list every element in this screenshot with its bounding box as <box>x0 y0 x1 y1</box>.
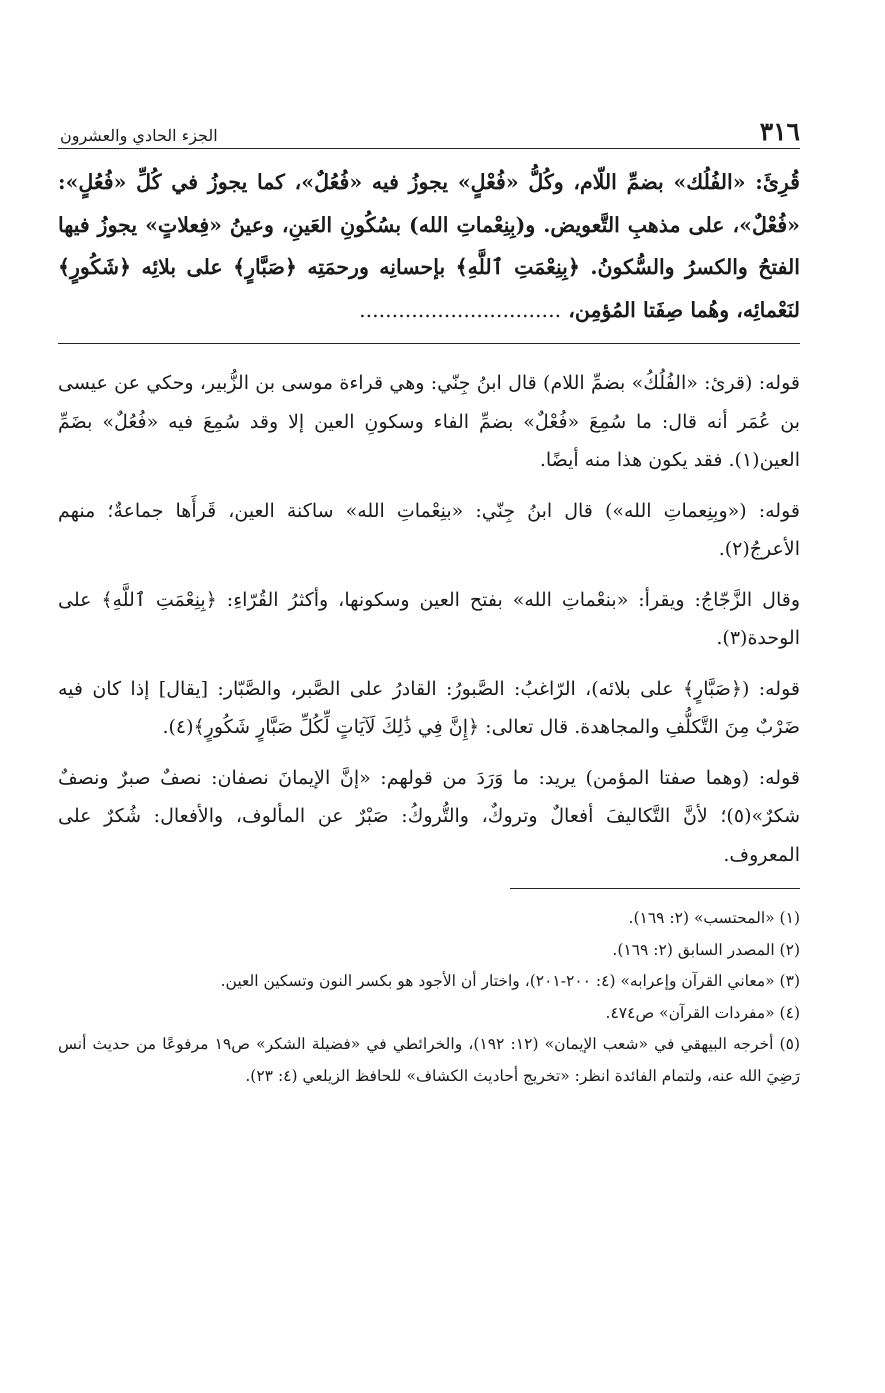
footnotes <box>58 903 800 1092</box>
footnote-2: (٢) المصدر السابق (٢: ١٦٩). <box>612 940 800 959</box>
page-header <box>58 110 800 149</box>
main-text <box>58 161 800 331</box>
commentary-paragraph-2: قوله: («وبِنِعماتِ الله») قال ابنُ جِنّي: «بنِعْماتِ الله» ساكنة العين، قَرأَها جماعةٌ؛ منهم الأعرجُ(٢). <box>58 499 800 560</box>
main-text-body-content: قُرِئَ: «الفُلُك» بضمِّ اللّام، وكُلُّ «فُعْلٍ» يجوزُ فيه «فُعُلٌ»، كما يجوزُ في كُلِّ «فُعُلٍ»: «فُعْلٌ»، على مذهبِ التَّعويض. و(بِنِعْماتِ الله) بسُكُونِ العَينِ، وعينُ «فِعلاتٍ» يجوزُ فيها الفتحُ والكسرُ والسُّكونُ. ﴿بِنِعْمَتِ ٱللَّهِ﴾ بإحسانِه ورحمَتِه ﴿صَبَّارٍ﴾ على بلائِه ﴿شَكُورٍ﴾ لنَعْمائِه، وهُما صِفَتا المُؤمِن، <box>58 170 800 322</box>
main-text-dots: ............................... <box>359 297 562 322</box>
page-number: ٣١٦ <box>759 117 800 146</box>
commentary-paragraph-5: قوله: (وهما صفتا المؤمن) يريد: ما وَرَدَ من قولهم: «إنَّ الإيمانَ نصفان: نصفٌ صبرٌ ونصفٌ شكرٌ»(٥)؛ لأنَّ التَّكاليفَ أفعالٌ وتروكٌ، والتُّروكُ: صَبْرٌ عن المألوف، والأفعال: شُكرٌ على المعروف. <box>58 766 800 866</box>
footnote-divider <box>510 888 800 889</box>
book-page <box>58 110 800 1092</box>
footnote-4: (٤) «مفردات القرآن» ص٤٧٤. <box>605 1003 800 1022</box>
main-text-body <box>58 161 800 331</box>
footnote-5: (٥) أخرجه البيهقي في «شعب الإيمان» (١٢: ١٩٢)، والخرائطي في «فضيلة الشكر» ص١٩ مرفوعًا من حديث أنس رَضِيَ الله عنه، ولتمام الفائدة انظر: «تخريج أحاديث الكشاف» للحافظ الزيلعي (٤: ٢٣). <box>58 1035 800 1085</box>
commentary <box>58 364 800 874</box>
running-title: الجزء الحادي والعشرون <box>60 126 218 145</box>
commentary-paragraph-4: قوله: (﴿صَبَّارٍ﴾ على بلائه)، الرّاغبُ: الصَّبورُ: القادرُ على الصَّبر، والصَّبّار: [يقال] إذا كان فيه ضَرْبٌ مِنَ التَّكلُّفِ والمجاهدة. قال تعالى: ﴿إِنَّ فِي ذَٰلِكَ لَآيَاتٍ لِّكُلِّ صَبَّارٍ شَكُورٍ﴾(٤). <box>58 677 800 738</box>
footnote-3: (٣) «معاني القرآن وإعرابه» (٤: ٢٠٠-٢٠١)، واختار أن الأجود هو بكسر النون وتسكين العين. <box>220 972 800 990</box>
commentary-paragraph-3: وقال الزَّجّاجُ: ويقرأ: «بنعْماتِ الله» بفتح العين وسكونها، وأكثرُ القُرّاءِ: ﴿بِنِعْمَتِ ٱللَّهِ﴾ على الوحدة(٣). <box>58 588 800 649</box>
footnote-1: (١) «المحتسب» (٢: ١٦٩). <box>628 909 800 927</box>
main-text-divider <box>58 343 800 344</box>
commentary-paragraph-1: قوله: (قرئ: «الفُلُكُ» بضمِّ اللام) قال ابنُ جِنّي: وهي قراءة موسى بن الزُّبير، وحكي عن عيسى بن عُمَر أنه قال: ما سُمِعَ «فُعْلٌ» بضمِّ الفاء وسكونِ العين إلا وقد سُمِعَ فيه «فُعُلٌ» بضَمِّ العين(١). فقد يكون هذا منه أيضًا. <box>58 372 800 471</box>
